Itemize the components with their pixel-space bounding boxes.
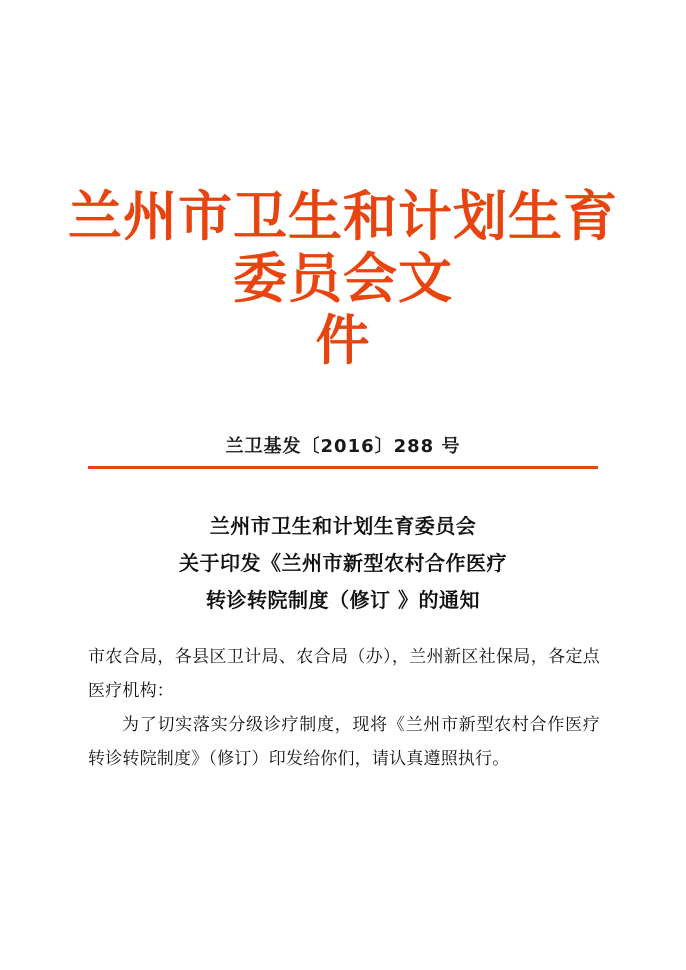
document-title-line-2: 件	[315, 309, 371, 373]
document-subject	[0, 508, 686, 619]
document-title-line-1: 兰州市卫生和计划生育委员会文	[68, 185, 618, 311]
red-horizontal-rule	[88, 466, 598, 469]
document-body	[88, 640, 600, 776]
document-subject-line-3: 转诊转院制度（修订 》的通知	[206, 588, 480, 612]
document-subject-line-1: 兰州市卫生和计划生育委员会	[209, 514, 477, 538]
body-paragraph-1: 为了切实落实分级诊疗制度，现将《兰州市新型农村合作医疗转诊转院制度》（修订）印发给你们，请认真遵照执行。	[88, 715, 600, 769]
document-number: 兰卫基发〔2016〕288 号	[225, 436, 461, 457]
document-subject-line-2: 关于印发《兰州市新型农村合作医疗	[179, 551, 507, 575]
recipients-line: 市农合局，各县区卫计局、农合局（办），兰州新区社保局，各定点医疗机构：	[88, 647, 600, 701]
document-title	[0, 186, 686, 372]
